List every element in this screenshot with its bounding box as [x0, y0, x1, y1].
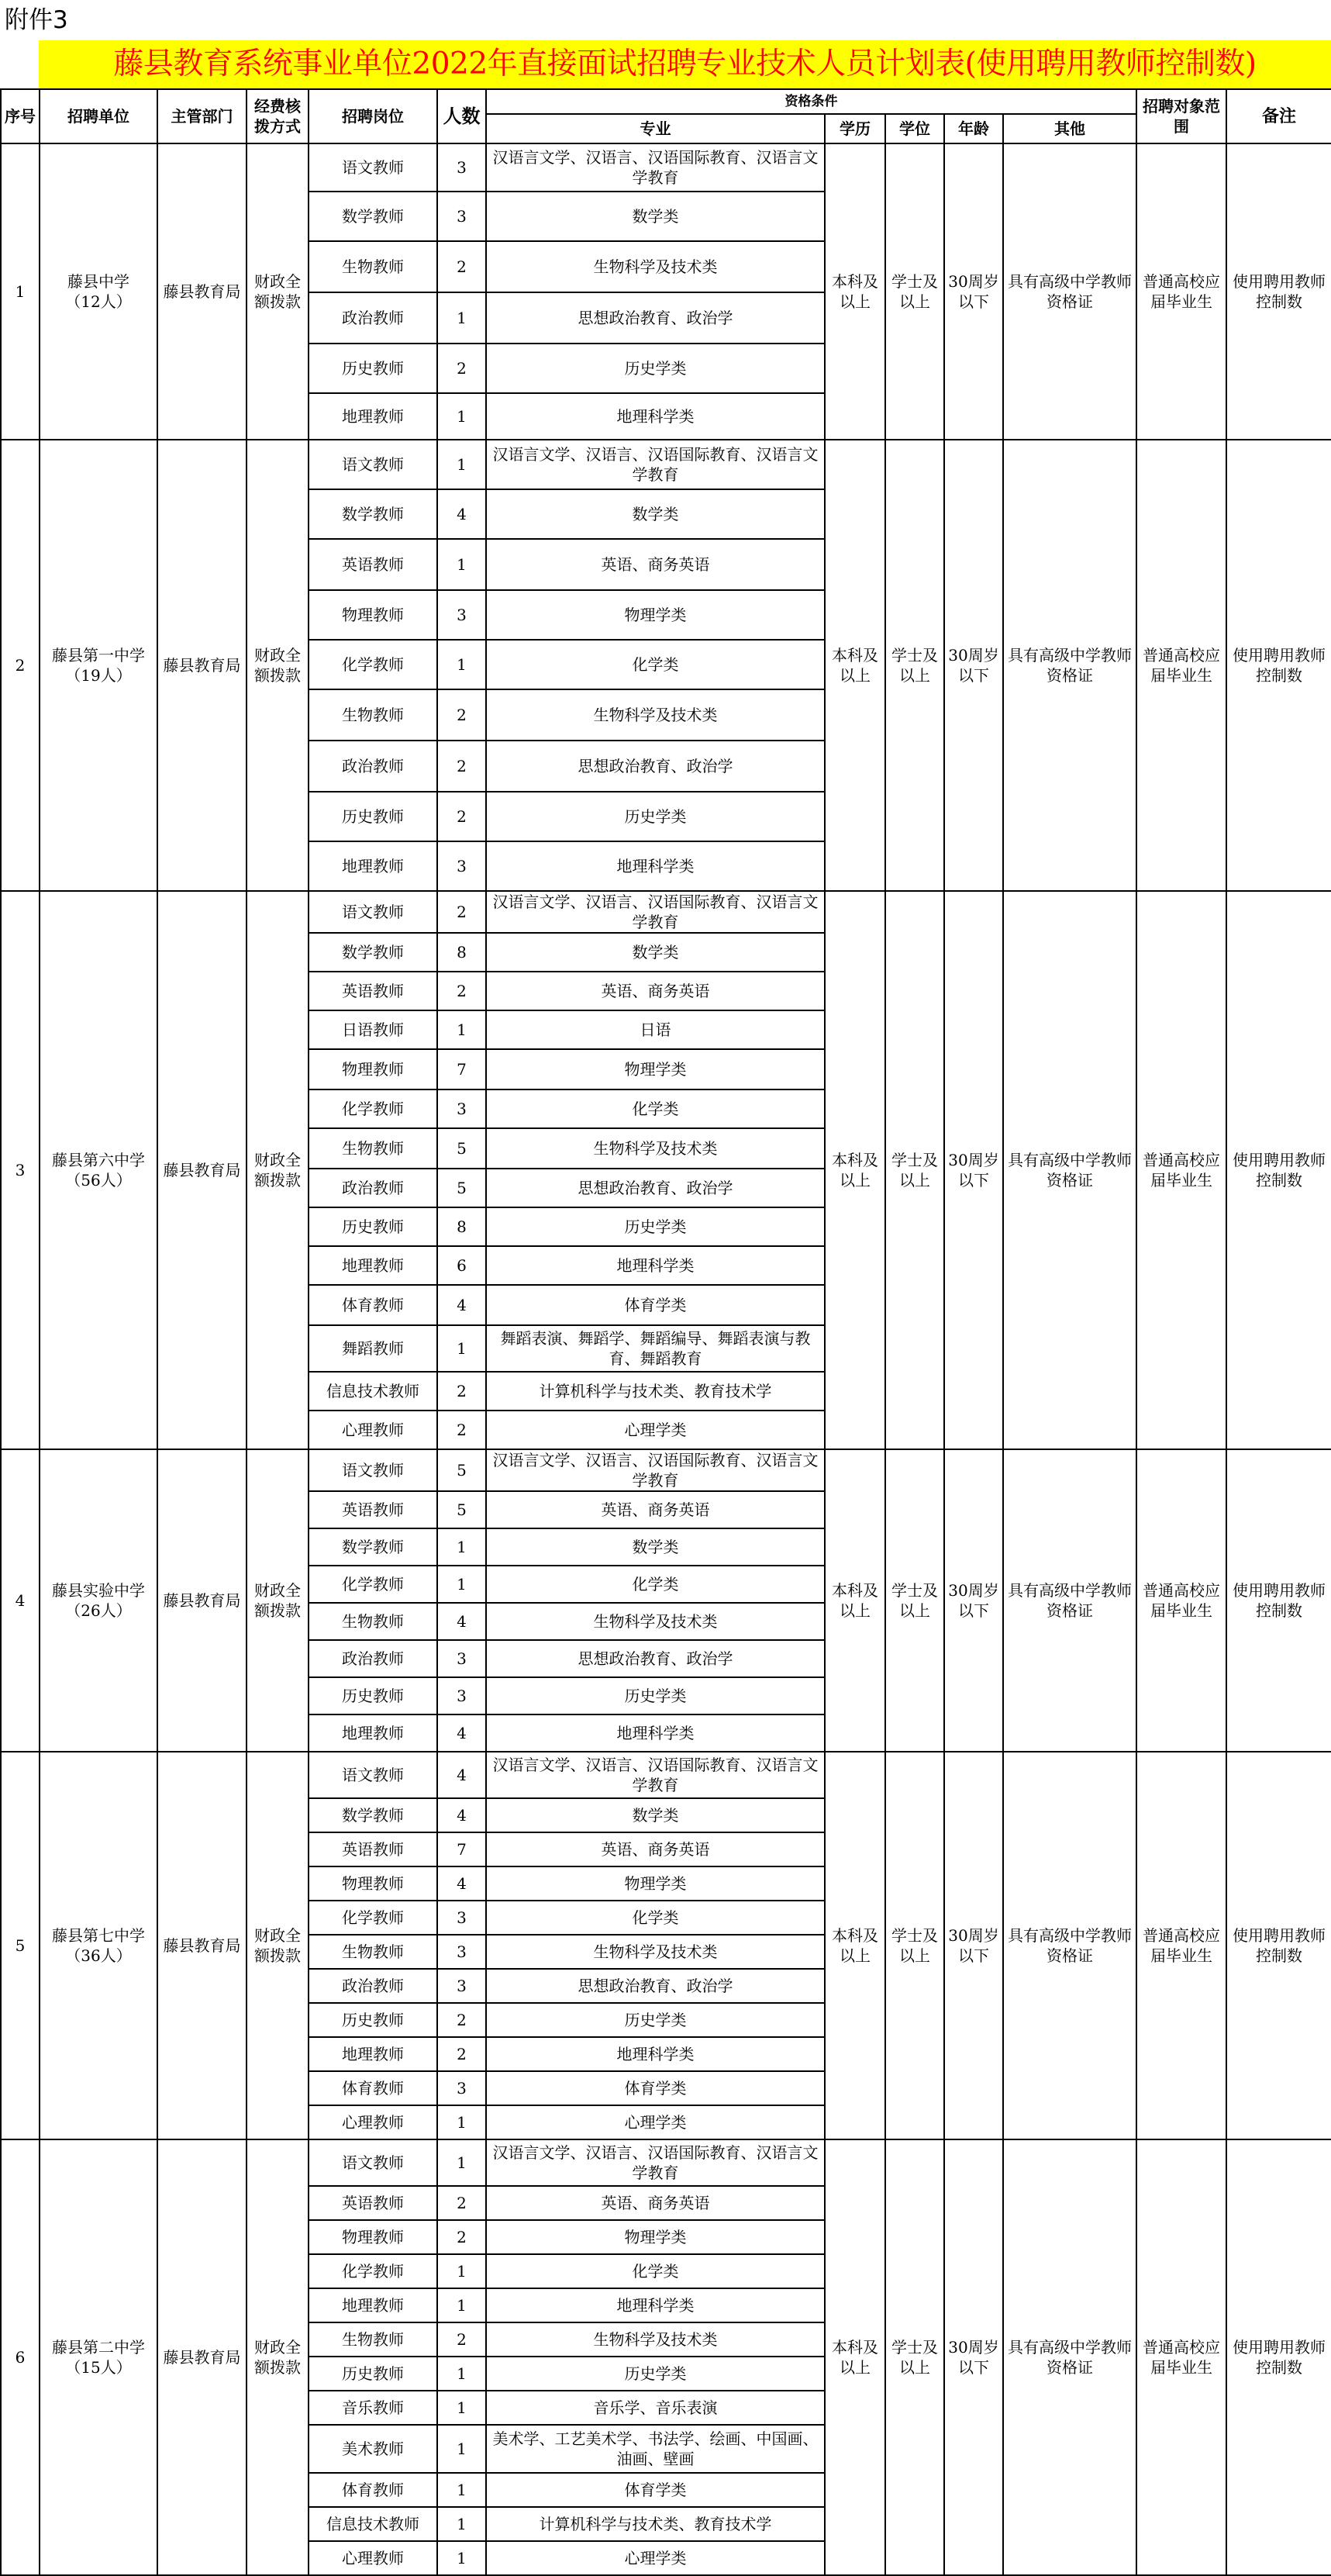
- row-degree: 学士及以上: [885, 440, 944, 891]
- header-age: 年龄: [944, 114, 1003, 143]
- row-note: 使用聘用教师控制数: [1226, 143, 1331, 440]
- row-other: 具有高级中学教师资格证: [1003, 1752, 1136, 2139]
- unit-name: 藤县中学: [67, 272, 129, 291]
- row-seq: 1: [1, 143, 40, 440]
- row-count: 5: [437, 1169, 486, 1207]
- row-count: 2: [437, 689, 486, 741]
- table-row: [1, 1449, 1331, 1491]
- row-post: 英语教师: [309, 539, 437, 590]
- row-post: 生物教师: [309, 689, 437, 741]
- row-seq: 5: [1, 1752, 40, 2139]
- row-major: 心理学类: [486, 2105, 825, 2139]
- unit-name: 藤县第七中学: [52, 1926, 145, 1945]
- row-count: 3: [437, 192, 486, 241]
- row-post: 地理教师: [309, 2037, 437, 2071]
- row-major: 物理学类: [486, 1049, 825, 1089]
- row-major: 数学类: [486, 1798, 825, 1832]
- row-major: 英语、商务英语: [486, 1832, 825, 1866]
- row-post: 地理教师: [309, 841, 437, 891]
- row-post: 语文教师: [309, 1449, 437, 1491]
- recruitment-plan-table: [0, 88, 1331, 2576]
- row-count: 2: [437, 344, 486, 393]
- row-major: 体育学类: [486, 1285, 825, 1325]
- row-post: 生物教师: [309, 1128, 437, 1169]
- row-count: 3: [437, 2071, 486, 2105]
- unit-name: 藤县实验中学: [52, 1581, 145, 1600]
- row-post: 政治教师: [309, 741, 437, 792]
- header-count: 人数: [437, 89, 486, 143]
- row-major: 心理学类: [486, 2541, 825, 2575]
- row-count: 2: [437, 2220, 486, 2254]
- header-major: 专业: [486, 114, 825, 143]
- row-other: 具有高级中学教师资格证: [1003, 1449, 1136, 1752]
- row-dept: 藤县教育局: [157, 2139, 247, 2575]
- row-count: 1: [437, 2473, 486, 2507]
- row-major: 地理科学类: [486, 2288, 825, 2322]
- row-count: 2: [437, 1372, 486, 1411]
- row-count: 3: [437, 1935, 486, 1969]
- row-major: 体育学类: [486, 2071, 825, 2105]
- row-seq: 3: [1, 891, 40, 1449]
- row-major: 生物科学及技术类: [486, 1935, 825, 1969]
- row-major: 心理学类: [486, 1411, 825, 1449]
- header-edu: 学历: [825, 114, 885, 143]
- row-post: 数学教师: [309, 489, 437, 539]
- row-post: 数学教师: [309, 1528, 437, 1566]
- row-major: 音乐学、音乐表演: [486, 2391, 825, 2425]
- row-post: 美术教师: [309, 2425, 437, 2473]
- row-post: 物理教师: [309, 2220, 437, 2254]
- row-funding: 财政全额拨款: [247, 143, 309, 440]
- row-post: 语文教师: [309, 143, 437, 192]
- row-major: 思想政治教育、政治学: [486, 1969, 825, 2003]
- row-funding: 财政全额拨款: [247, 1752, 309, 2139]
- row-post: 语文教师: [309, 1752, 437, 1798]
- row-major: 化学类: [486, 640, 825, 689]
- row-post: 生物教师: [309, 1935, 437, 1969]
- row-count: 3: [437, 1901, 486, 1935]
- row-count: 8: [437, 933, 486, 972]
- row-major: 美术学、工艺美术学、书法学、绘画、中国画、油画、壁画: [486, 2425, 825, 2473]
- row-count: 1: [437, 1566, 486, 1603]
- row-major: 历史学类: [486, 2357, 825, 2391]
- row-age: 30周岁以下: [944, 143, 1003, 440]
- row-count: 1: [437, 1010, 486, 1049]
- unit-name: 藤县第一中学: [52, 646, 145, 665]
- row-count: 1: [437, 2357, 486, 2391]
- row-post: 化学教师: [309, 1089, 437, 1128]
- row-funding: 财政全额拨款: [247, 440, 309, 891]
- row-major: 化学类: [486, 2254, 825, 2288]
- row-edu: 本科及以上: [825, 1752, 885, 2139]
- row-count: 3: [437, 1089, 486, 1128]
- row-count: 2: [437, 741, 486, 792]
- row-post: 心理教师: [309, 2105, 437, 2139]
- row-count: 2: [437, 2037, 486, 2071]
- unit-count: （56人）: [65, 1171, 132, 1190]
- row-post: 数学教师: [309, 1798, 437, 1832]
- row-count: 3: [437, 841, 486, 891]
- row-count: 2: [437, 2003, 486, 2037]
- row-count: 2: [437, 2186, 486, 2220]
- row-post: 地理教师: [309, 2288, 437, 2322]
- row-dept: 藤县教育局: [157, 440, 247, 891]
- unit-name: 藤县第六中学: [52, 1151, 145, 1169]
- row-post: 历史教师: [309, 2357, 437, 2391]
- row-funding: 财政全额拨款: [247, 891, 309, 1449]
- row-post: 化学教师: [309, 1901, 437, 1935]
- row-major: 生物科学及技术类: [486, 1603, 825, 1640]
- row-major: 历史学类: [486, 1207, 825, 1246]
- row-seq: 6: [1, 2139, 40, 2575]
- row-count: 1: [437, 1325, 486, 1372]
- row-major: 汉语言文学、汉语言、汉语国际教育、汉语言文学教育: [486, 143, 825, 192]
- row-unit: [40, 1752, 157, 2139]
- unit-count: （26人）: [65, 1601, 132, 1620]
- row-count: 1: [437, 2391, 486, 2425]
- row-count: 1: [437, 2425, 486, 2473]
- row-post: 体育教师: [309, 2473, 437, 2507]
- row-major: 汉语言文学、汉语言、汉语国际教育、汉语言文学教育: [486, 1449, 825, 1491]
- row-post: 历史教师: [309, 792, 437, 841]
- row-count: 3: [437, 1640, 486, 1677]
- row-degree: 学士及以上: [885, 2139, 944, 2575]
- row-count: 4: [437, 1603, 486, 1640]
- row-target: 普通高校应届毕业生: [1136, 143, 1226, 440]
- row-major: 日语: [486, 1010, 825, 1049]
- row-note: 使用聘用教师控制数: [1226, 1752, 1331, 2139]
- row-target: 普通高校应届毕业生: [1136, 1752, 1226, 2139]
- row-post: 历史教师: [309, 1677, 437, 1714]
- row-other: 具有高级中学教师资格证: [1003, 143, 1136, 440]
- row-count: 3: [437, 590, 486, 640]
- row-count: 1: [437, 1528, 486, 1566]
- row-target: 普通高校应届毕业生: [1136, 2139, 1226, 2575]
- row-major: 思想政治教育、政治学: [486, 1640, 825, 1677]
- row-count: 3: [437, 143, 486, 192]
- row-post: 信息技术教师: [309, 1372, 437, 1411]
- row-major: 地理科学类: [486, 393, 825, 440]
- row-post: 生物教师: [309, 2322, 437, 2357]
- header-other: 其他: [1003, 114, 1136, 143]
- row-note: 使用聘用教师控制数: [1226, 1449, 1331, 1752]
- row-edu: 本科及以上: [825, 891, 885, 1449]
- row-post: 心理教师: [309, 2541, 437, 2575]
- row-age: 30周岁以下: [944, 891, 1003, 1449]
- header-funding: 经费核拨方式: [247, 89, 309, 143]
- row-post: 英语教师: [309, 2186, 437, 2220]
- row-other: 具有高级中学教师资格证: [1003, 440, 1136, 891]
- row-major: 历史学类: [486, 792, 825, 841]
- row-count: 1: [437, 2254, 486, 2288]
- row-post: 信息技术教师: [309, 2507, 437, 2541]
- row-funding: 财政全额拨款: [247, 1449, 309, 1752]
- row-count: 1: [437, 292, 486, 344]
- page-title: 藤县教育系统事业单位2022年直接面试招聘专业技术人员计划表(使用聘用教师控制数): [39, 40, 1331, 88]
- row-count: 2: [437, 241, 486, 292]
- row-degree: 学士及以上: [885, 143, 944, 440]
- row-major: 汉语言文学、汉语言、汉语国际教育、汉语言文学教育: [486, 891, 825, 933]
- row-post: 舞蹈教师: [309, 1325, 437, 1372]
- row-dept: 藤县教育局: [157, 143, 247, 440]
- row-post: 物理教师: [309, 1049, 437, 1089]
- row-count: 2: [437, 972, 486, 1010]
- row-major: 地理科学类: [486, 2037, 825, 2071]
- row-seq: 2: [1, 440, 40, 891]
- header-dept: 主管部门: [157, 89, 247, 143]
- row-count: 5: [437, 1449, 486, 1491]
- row-major: 数学类: [486, 192, 825, 241]
- row-major: 化学类: [486, 1566, 825, 1603]
- row-post: 生物教师: [309, 241, 437, 292]
- row-post: 日语教师: [309, 1010, 437, 1049]
- row-degree: 学士及以上: [885, 1449, 944, 1752]
- row-unit: [40, 143, 157, 440]
- table-row: [1, 891, 1331, 933]
- row-post: 历史教师: [309, 2003, 437, 2037]
- row-major: 英语、商务英语: [486, 972, 825, 1010]
- row-age: 30周岁以下: [944, 2139, 1003, 2575]
- row-count: 1: [437, 539, 486, 590]
- row-post: 英语教师: [309, 972, 437, 1010]
- row-count: 7: [437, 1832, 486, 1866]
- header-post: 招聘岗位: [309, 89, 437, 143]
- row-major: 生物科学及技术类: [486, 241, 825, 292]
- row-post: 语文教师: [309, 2139, 437, 2186]
- row-target: 普通高校应届毕业生: [1136, 891, 1226, 1449]
- row-post: 生物教师: [309, 1603, 437, 1640]
- row-post: 语文教师: [309, 891, 437, 933]
- row-age: 30周岁以下: [944, 440, 1003, 891]
- row-degree: 学士及以上: [885, 1752, 944, 2139]
- row-degree: 学士及以上: [885, 891, 944, 1449]
- row-edu: 本科及以上: [825, 143, 885, 440]
- row-unit: [40, 440, 157, 891]
- row-post: 政治教师: [309, 292, 437, 344]
- row-post: 物理教师: [309, 590, 437, 640]
- row-post: 政治教师: [309, 1640, 437, 1677]
- header-qualifications: 资格条件: [486, 89, 1136, 114]
- table-row: [1, 1752, 1331, 1798]
- row-count: 5: [437, 1491, 486, 1528]
- row-other: 具有高级中学教师资格证: [1003, 891, 1136, 1449]
- row-post: 化学教师: [309, 1566, 437, 1603]
- row-unit: [40, 1449, 157, 1752]
- row-count: 1: [437, 393, 486, 440]
- row-unit: [40, 2139, 157, 2575]
- row-major: 汉语言文学、汉语言、汉语国际教育、汉语言文学教育: [486, 2139, 825, 2186]
- header-seq: 序号: [1, 89, 40, 143]
- row-count: 1: [437, 2288, 486, 2322]
- row-major: 思想政治教育、政治学: [486, 292, 825, 344]
- unit-count: （19人）: [65, 666, 132, 685]
- row-major: 物理学类: [486, 590, 825, 640]
- row-funding: 财政全额拨款: [247, 2139, 309, 2575]
- row-count: 3: [437, 1677, 486, 1714]
- row-post: 英语教师: [309, 1832, 437, 1866]
- row-post: 化学教师: [309, 2254, 437, 2288]
- row-major: 计算机科学与技术类、教育技术学: [486, 2507, 825, 2541]
- row-count: 4: [437, 1798, 486, 1832]
- row-post: 政治教师: [309, 1169, 437, 1207]
- unit-count: （15人）: [65, 2358, 132, 2377]
- row-major: 历史学类: [486, 1677, 825, 1714]
- row-major: 数学类: [486, 489, 825, 539]
- attachment-label: 附件3: [5, 6, 68, 34]
- table-row: [1, 2139, 1331, 2186]
- row-post: 地理教师: [309, 1714, 437, 1752]
- header-unit: 招聘单位: [40, 89, 157, 143]
- row-post: 心理教师: [309, 1411, 437, 1449]
- row-post: 体育教师: [309, 1285, 437, 1325]
- row-count: 1: [437, 440, 486, 489]
- row-post: 化学教师: [309, 640, 437, 689]
- row-count: 2: [437, 1411, 486, 1449]
- header-degree: 学位: [885, 114, 944, 143]
- row-note: 使用聘用教师控制数: [1226, 2139, 1331, 2575]
- row-count: 4: [437, 1714, 486, 1752]
- row-count: 6: [437, 1246, 486, 1285]
- row-post: 体育教师: [309, 2071, 437, 2105]
- row-count: 4: [437, 1752, 486, 1798]
- row-major: 英语、商务英语: [486, 2186, 825, 2220]
- row-major: 历史学类: [486, 344, 825, 393]
- row-count: 1: [437, 2105, 486, 2139]
- row-major: 舞蹈表演、舞蹈学、舞蹈编导、舞蹈表演与教育、舞蹈教育: [486, 1325, 825, 1372]
- unit-count: （36人）: [65, 1946, 132, 1965]
- table-body: [1, 143, 1331, 2575]
- row-major: 化学类: [486, 1901, 825, 1935]
- row-major: 生物科学及技术类: [486, 1128, 825, 1169]
- row-post: 地理教师: [309, 393, 437, 440]
- row-post: 英语教师: [309, 1491, 437, 1528]
- row-post: 语文教师: [309, 440, 437, 489]
- row-unit: [40, 891, 157, 1449]
- row-major: 物理学类: [486, 1866, 825, 1901]
- row-count: 4: [437, 1285, 486, 1325]
- row-edu: 本科及以上: [825, 440, 885, 891]
- row-count: 2: [437, 792, 486, 841]
- row-dept: 藤县教育局: [157, 891, 247, 1449]
- row-count: 1: [437, 640, 486, 689]
- unit-count: （12人）: [65, 292, 132, 311]
- row-post: 数学教师: [309, 192, 437, 241]
- row-post: 音乐教师: [309, 2391, 437, 2425]
- header-note: 备注: [1226, 89, 1331, 143]
- row-post: 历史教师: [309, 344, 437, 393]
- row-major: 思想政治教育、政治学: [486, 1169, 825, 1207]
- unit-name: 藤县第二中学: [52, 2338, 145, 2357]
- row-major: 地理科学类: [486, 841, 825, 891]
- row-major: 数学类: [486, 1528, 825, 1566]
- row-other: 具有高级中学教师资格证: [1003, 2139, 1136, 2575]
- row-major: 英语、商务英语: [486, 1491, 825, 1528]
- row-major: 生物科学及技术类: [486, 689, 825, 741]
- row-edu: 本科及以上: [825, 1449, 885, 1752]
- table-row: [1, 440, 1331, 489]
- row-count: 5: [437, 1128, 486, 1169]
- row-note: 使用聘用教师控制数: [1226, 891, 1331, 1449]
- row-age: 30周岁以下: [944, 1449, 1003, 1752]
- row-dept: 藤县教育局: [157, 1449, 247, 1752]
- row-count: 7: [437, 1049, 486, 1089]
- row-post: 政治教师: [309, 1969, 437, 2003]
- row-post: 物理教师: [309, 1866, 437, 1901]
- header-target: 招聘对象范围: [1136, 89, 1226, 143]
- row-target: 普通高校应届毕业生: [1136, 1449, 1226, 1752]
- row-count: 2: [437, 2322, 486, 2357]
- row-post: 数学教师: [309, 933, 437, 972]
- row-major: 汉语言文学、汉语言、汉语国际教育、汉语言文学教育: [486, 440, 825, 489]
- row-major: 生物科学及技术类: [486, 2322, 825, 2357]
- row-major: 数学类: [486, 933, 825, 972]
- row-major: 计算机科学与技术类、教育技术学: [486, 1372, 825, 1411]
- row-major: 地理科学类: [486, 1246, 825, 1285]
- row-count: 2: [437, 891, 486, 933]
- row-major: 地理科学类: [486, 1714, 825, 1752]
- row-major: 化学类: [486, 1089, 825, 1128]
- row-major: 英语、商务英语: [486, 539, 825, 590]
- row-major: 历史学类: [486, 2003, 825, 2037]
- row-major: 物理学类: [486, 2220, 825, 2254]
- row-count: 1: [437, 2507, 486, 2541]
- table-row: [1, 143, 1331, 192]
- row-count: 8: [437, 1207, 486, 1246]
- row-count: 1: [437, 2541, 486, 2575]
- row-note: 使用聘用教师控制数: [1226, 440, 1331, 891]
- row-target: 普通高校应届毕业生: [1136, 440, 1226, 891]
- row-post: 历史教师: [309, 1207, 437, 1246]
- row-count: 1: [437, 2139, 486, 2186]
- row-major: 汉语言文学、汉语言、汉语国际教育、汉语言文学教育: [486, 1752, 825, 1798]
- row-major: 思想政治教育、政治学: [486, 741, 825, 792]
- row-edu: 本科及以上: [825, 2139, 885, 2575]
- row-count: 3: [437, 1969, 486, 2003]
- row-seq: 4: [1, 1449, 40, 1752]
- row-major: 体育学类: [486, 2473, 825, 2507]
- row-count: 4: [437, 489, 486, 539]
- row-count: 4: [437, 1866, 486, 1901]
- row-post: 地理教师: [309, 1246, 437, 1285]
- row-dept: 藤县教育局: [157, 1752, 247, 2139]
- row-age: 30周岁以下: [944, 1752, 1003, 2139]
